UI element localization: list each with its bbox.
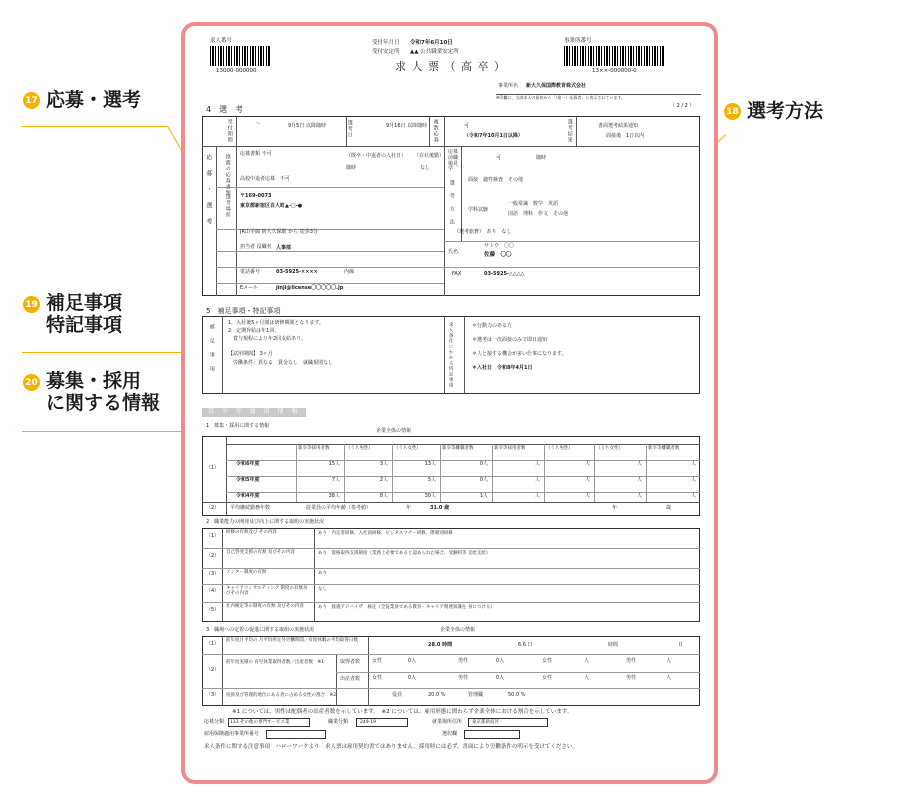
tel: 03-5925-×××× [276, 269, 318, 275]
fiscal-year: 令和6年度 [236, 461, 260, 467]
row-label: 社内検定等の制度の有無 及びその内容 [226, 604, 304, 609]
table-cell: 人 [534, 477, 540, 483]
retention-cell: 0人 [496, 675, 505, 681]
row-value: あり 内定者研修、入社前研修、ビジネスマナー研修、階層別研修 [318, 531, 453, 536]
kyujin-bango: 13000-000000 [216, 68, 257, 74]
method-list: 面接 適性検査 その他 [468, 177, 524, 183]
table-cell: 人 [690, 477, 696, 483]
row-number: （4） [206, 588, 220, 594]
fiscal-year: 令和5年度 [236, 477, 260, 483]
section5-title: 5 補足事項・特記事項 [206, 307, 281, 315]
retention-cell: 女性 [542, 675, 553, 681]
callout-label: 応募・選考 [46, 89, 142, 111]
table-cell: 0人 [479, 461, 488, 467]
section4-title: 4 選 考 [206, 105, 244, 114]
column-header: （うち男性） [346, 446, 373, 451]
job-offer-document: 求人番号 13000-000000 受付年月日 令和7年6月10日 受付安定所 ▲▲ 公共職業安定所 求 人 票 （ 高 卒 ） 事業所番号 13××-000000-0 事業所名 新大久保国際教育株式会社 ※印欄に、当該求人の最初から「（第一）応募者」と表示されています。 （ 2 / 2 ） 4 選 考 受付期間 〜 9月5日 以降随時 選考日 9月16日 以降随時 複数応募 可 （令和7年10月1日以降） 選考結果 書面選考結果通知 面接後 1日以内 応募・選考 推薦の応募書類 応募書類 不可 高校中退者応募 不可 （既卒・中退者の入社日） （在社後勤） 随時 なし 応募前職場見学 可 随時 選考方法 面接 適性検査 その他 学科試験 一般常識 数学 英語 国語 理科 作文 その他 （選考旅費） あり なし 選考場所 〒169-0073 東京都新宿区百人町▲-□-● JR山手線 新大久保駅 から 徒歩3分 担当者 役職名 人事部 氏名 サトウ 〇〇 佐藤 〇〇 電話番号 03-5925-×××× 内線 FAX 03-5925-△△△△ Eメール jinji@license〇〇〇〇〇.jp 5 補足事項・特記事項 補足事項 1．入社後5ヶ月間は研修期間となります。 2．定期昇給は年1回、 賞与規程により年2回支給あり。 【試用期間】 3ヶ月 労働条件：異なる 賃金なし 就職規則なし 求人条件にかかる特記事項 ＊行動力のある方 ＊選考は一次面接のみで即日通知 ＊人と接する機会が多い仕事になります。 ＊入社日 令和8年4月1日 青 少 年 雇 用 情 報 1 募集・採用に関する情報 企業全体の情報 （1） 新卒等採用者数 （うち男性） （うち女性） 新卒等離職者数 新卒等採用者数 （うち男性） （うち女性） 新卒等離職者数 令和6年度 15人 3人 13人 0人 人 人 人 人 令和5年度 7人 2人 5人 0人 人 人 人 人 令和4年度 38人 8人 30人 1人 人 人 人 人 （2） 平均継続勤務年数 従業員の平均年齢（参考値） 年 31.0 歳 年 歳 2 職業能力の開発及び向上に関する取組の実施状況 （1） 研修の有無及び その内容 あり 内定者研修、入社前研修、ビジネスマナー研修、階層別研修 （2） 自己啓発支援の有無 及びその内容 あり 資格取得支援制度（業務上必要であると認められた場合、受験料等 支給支給） （3） メンター制度の有無 あり （4） キャリアコンサルティング 制度の有無及びその内容 なし （5） 社内検定等の制度の有無 及びその内容 あり 接遇アドバイザ 検定（全従業員である教育・キャリア関連知識を 身につける） 3 職場への定着の促進に関する取組の実施状況 企業全体の情報 （1） 前年度月平均の 月平均所定外労働時間／有給休暇の平均取得日数 28.0 時間 6.6 日 時間 日 （2） 前年度実績の 育児休業取得者数／出産者数 ※1 取得者数 出産者数 女性 0人 男性 0人 女性 人 男性 人 女性 0人 男性 0人 女性 人 男性 人 （3） 役員及び管理的地位にある者に占める女性の割合 ※2 役員 20.0 % 管理職 50.0 % ※1 については、男性は配偶者の出産者数を示しています。 ※2 については、雇用形態に関わらず企業全体における割合を示しています。 応募分類 113 その他の専門サービス業 職業分類 249-19 就業場所住所 東京都新宿区 雇用保険適用事業所番号 選択欄 求人条件に関する注意事項 ハローワークより 求人票は雇用契約書ではありません。採用時には必ず、書面により労働条件の明示を受けてください。 [196, 32, 706, 767]
leader-line [22, 126, 168, 127]
jigyosho-label: 事業所番号 [564, 38, 592, 44]
row-value: あり 接遇アドバイザ 検定（全従業員である教育・キャリア関連知識を 身につける） [318, 605, 495, 610]
table-cell: 人 [690, 493, 696, 499]
table-cell: 0人 [479, 477, 488, 483]
uketsuke-date: 令和7年6月10日 [410, 40, 453, 46]
row-value: あり [318, 571, 327, 576]
row-number: （1） [206, 533, 220, 539]
column-header: （うち女性） [394, 446, 421, 451]
table-cell: 人 [636, 493, 642, 499]
retention-cell: 0人 [408, 658, 417, 664]
callout-badge: 17 [23, 92, 40, 109]
table-cell: 3人 [379, 461, 388, 467]
retention-cell: 人 [666, 675, 672, 681]
leader-line [22, 431, 192, 432]
doc-title: 求 人 票 （ 高 卒 ） [395, 60, 506, 73]
row-label: キャリアコンサルティング 制度の有無及びその内容 [226, 586, 308, 597]
retention-cell: 男性 [458, 658, 469, 664]
row-value: なし [318, 587, 327, 592]
antei-label: 受付安定所 [372, 49, 400, 55]
barcode [564, 46, 664, 66]
table-cell: 2人 [379, 477, 388, 483]
table-cell: 30人 [424, 493, 436, 499]
row-label: 研修の有無及び その内容 [226, 530, 277, 535]
access: JR山手線 新大久保駅 から 徒歩3分 [240, 229, 318, 235]
retention-cell: 0人 [496, 658, 505, 664]
column-header: 新卒等採用者数 [494, 446, 526, 451]
row-number: （3） [206, 571, 220, 577]
table-cell: 人 [690, 461, 696, 467]
column-header: 新卒等採用者数 [298, 446, 330, 451]
table-cell: 8人 [379, 493, 388, 499]
callout-label: 補足事項 特記事項 [46, 292, 123, 336]
jigyosho-name: 新大久保国際教育株式会社 [526, 83, 587, 89]
avg-age: 31.0 歳 [430, 505, 450, 511]
table-cell: 5人 [427, 477, 436, 483]
retention-cell: 人 [666, 658, 672, 664]
retention-cell: 人 [584, 658, 590, 664]
antei-value: ▲▲ 公共職業安定所 [410, 49, 459, 55]
contact-name: 佐藤 〇〇 [484, 252, 512, 258]
table-cell: 13人 [424, 461, 436, 467]
youth-banner: 青 少 年 雇 用 情 報 [202, 408, 306, 417]
email: jinji@license〇〇〇〇〇.jp [276, 285, 344, 291]
table-cell: 人 [584, 477, 590, 483]
address: 東京都新宿区百人町▲-□-● [240, 203, 303, 209]
tanto-dept: 人事部 [276, 245, 292, 251]
jigyosho-bango: 13××-000000-0 [592, 68, 637, 74]
retention-cell: 0人 [408, 675, 417, 681]
footnote: ※1 については、男性は配偶者の出産者数を示しています。 ※2 については、雇用形態に関わらず企業全体における割合を示しています。 [232, 709, 573, 715]
youth-s3-title: 3 職場への定着の促進に関する取組の実施状況 [206, 627, 315, 633]
column-header: 新卒等離職者数 [648, 446, 680, 451]
jigyosho-name-label: 事業所名 [498, 83, 519, 89]
row-number: （5） [206, 607, 220, 613]
table-cell: 7人 [331, 477, 340, 483]
table-cell: 人 [534, 461, 540, 467]
retention-cell: 男性 [626, 658, 637, 664]
youth-s2-title: 2 職業能力の開発及び向上に関する取組の実施状況 [206, 519, 325, 525]
callout-badge: 18 [724, 103, 741, 120]
callout-badge: 20 [23, 374, 40, 391]
page-note: ※印欄に、当該求人の最初から「（第一）応募者」と表示されています。 [496, 95, 626, 100]
column-header: （うち男性） [546, 446, 573, 451]
table-cell: 1人 [479, 493, 488, 499]
retention-cell: 人 [584, 675, 590, 681]
callout-18 [724, 101, 823, 123]
retention-cell: 女性 [372, 658, 383, 664]
callout-label: 募集・採用 に関する情報 [46, 370, 161, 414]
table-cell: 人 [636, 477, 642, 483]
callout-17 [23, 90, 141, 112]
address-postal: 〒169-0073 [240, 193, 272, 199]
table-cell: 人 [534, 493, 540, 499]
kyujin-bango-label: 求人番号 [210, 38, 233, 44]
table-cell: 15人 [328, 461, 340, 467]
table-cell: 38人 [328, 493, 340, 499]
youth-s1-title: 1 募集・採用に関する情報 [206, 423, 270, 429]
table-cell: 人 [636, 461, 642, 467]
barcode [210, 46, 270, 66]
column-header: （うち女性） [596, 446, 623, 451]
uketsuke-label: 受付年月日 [372, 40, 400, 46]
callout-20 [23, 371, 160, 415]
row-label: メンター制度の有無 [226, 570, 267, 575]
page-number: （ 2 / 2 ） [670, 103, 695, 109]
retention-cell: 男性 [458, 675, 469, 681]
callout-label: 選考方法 [747, 100, 824, 122]
retention-cell: 女性 [372, 675, 383, 681]
retention-cell: 男性 [626, 675, 637, 681]
callout-badge: 19 [23, 296, 40, 313]
leader-line [22, 352, 192, 353]
retention-cell: 女性 [542, 658, 553, 664]
fax: 03-5925-△△△△ [484, 271, 525, 277]
row-number: （2） [206, 553, 220, 559]
row-value: あり 資格取得支援制度（業務上必要であると認められた場合、受験料等 支給支給） [318, 551, 491, 556]
bottom-note: 求人条件に関する注意事項 ハローワークより 求人票は雇用契約書ではありません。採用時には必ず、書面により労働条件の明示を受けてください。 [204, 744, 578, 750]
table-cell: 人 [584, 461, 590, 467]
fiscal-year: 令和4年度 [236, 493, 260, 499]
callout-19 [23, 293, 122, 337]
apply-side-label: 応募・選考 [204, 154, 212, 234]
column-header: 新卒等離職者数 [442, 446, 474, 451]
row-label: 自己啓発支援の有無 及びその内容 [226, 550, 295, 555]
table-cell: 人 [584, 493, 590, 499]
